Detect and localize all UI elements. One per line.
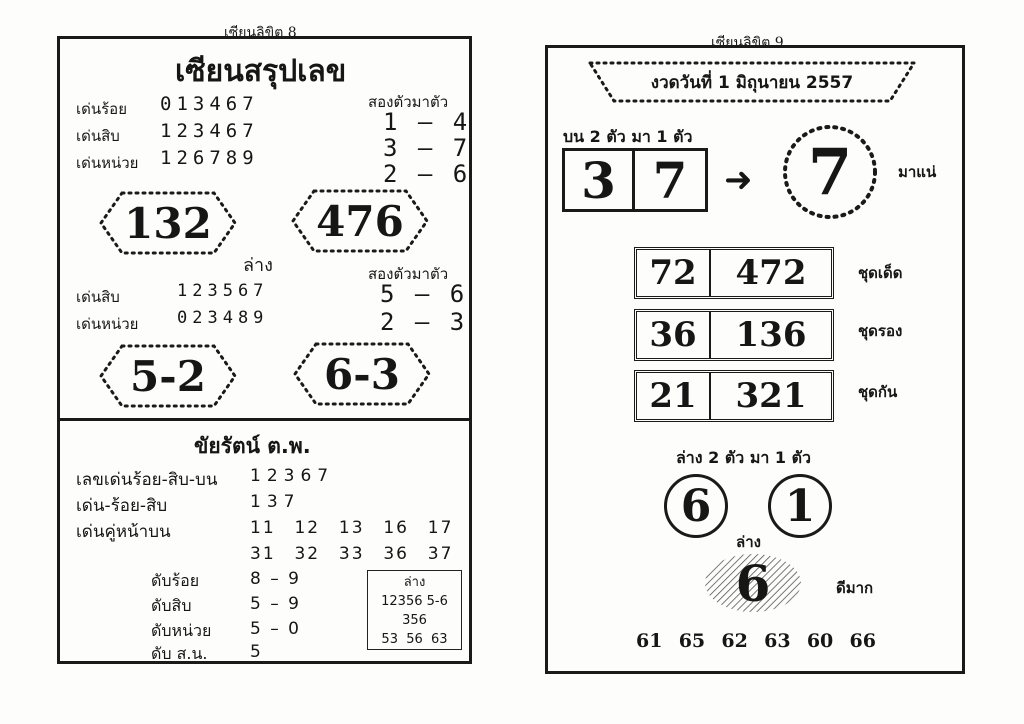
highlight-number: 476 <box>316 196 404 246</box>
section-divider <box>57 418 472 421</box>
row-label-units: เด่นหน่วย <box>76 154 139 172</box>
stat-label: ดับ ส.น. <box>151 644 208 663</box>
lower-box-line: 53 56 63 <box>381 632 448 647</box>
bottom-digit-circle: 6 <box>664 474 728 538</box>
row-digits-units-lower: 023489 <box>177 308 269 328</box>
highlight-hex-bottom-2 <box>292 341 432 407</box>
set-label: ชุดรอง <box>858 322 903 340</box>
arrow-icon: ➜ <box>724 160 753 200</box>
highlight-number: 5-2 <box>130 351 206 401</box>
draw-date-banner <box>587 60 917 104</box>
highlight-hex-bottom-1 <box>98 343 238 409</box>
row-digits-tens: 123467 <box>160 120 259 142</box>
tail-number: 62 <box>721 630 748 652</box>
stat-label: ดับสิบ <box>151 596 192 615</box>
row-digits-units: 126789 <box>160 147 259 169</box>
section2-title: ขัยรัตน์ ต.พ. <box>194 434 311 458</box>
set-triple: 321 <box>735 376 807 416</box>
tail-number: 61 <box>636 630 663 652</box>
bottom-sub-label: ล่าง <box>736 533 761 551</box>
two-digit-title-bottom: สองตัวมาตัว <box>368 265 449 283</box>
set-pair: 21 <box>637 373 711 419</box>
set-label: ชุดเด็ด <box>858 264 903 282</box>
stat-value: 5 – 0 <box>250 619 301 639</box>
lower-summary-box <box>367 570 462 650</box>
pair-top-1: 1 – 4 <box>383 108 471 136</box>
bottom-pick-label: ดีมาก <box>836 579 874 597</box>
draw-date: งวดวันที่ 1 มิถุนายน 2557 <box>650 72 854 93</box>
left-page-title: เซียนสรุปเลข <box>175 54 347 89</box>
row-label-hundreds: เด่นร้อย <box>76 100 127 118</box>
lower-title: ล่าง <box>243 255 273 276</box>
section2-label: เด่น-ร้อย-สิบ <box>76 496 168 516</box>
lower-box-title: ล่าง <box>403 575 426 590</box>
set-triple: 136 <box>735 315 807 355</box>
lower-box-line: 12356 5-6 <box>381 594 448 609</box>
section2-value: 31 32 33 36 37 <box>250 544 454 564</box>
tail-number: 63 <box>764 630 791 652</box>
top-pick-circle <box>780 122 880 222</box>
row-label-tens-lower: เด่นสิบ <box>76 288 120 306</box>
top-pick-label: มาแน่ <box>898 163 937 181</box>
stat-label: ดับร้อย <box>151 571 200 590</box>
bottom-pick-ellipse <box>703 552 803 614</box>
lower-box-line: 356 <box>402 613 427 628</box>
bottom-title: ล่าง 2 ตัว มา 1 ตัว <box>676 448 811 467</box>
top-title: บน 2 ตัว มา 1 ตัว <box>563 127 693 146</box>
tail-number: 66 <box>849 630 876 652</box>
section2-value: 11 12 13 16 17 <box>250 518 454 538</box>
stat-value: 5 – 9 <box>250 594 301 614</box>
tail-number-row <box>636 630 876 652</box>
set-pair: 72 <box>637 250 711 296</box>
set-row-1 <box>634 247 834 299</box>
set-triple: 472 <box>735 253 807 293</box>
two-digit-title-top: สองตัวมาตัว <box>368 93 449 111</box>
set-pair: 36 <box>637 312 711 358</box>
set-label: ชุดกัน <box>858 383 898 401</box>
top-digit-box <box>562 148 708 212</box>
top-pick: 7 <box>807 134 853 210</box>
stat-value: 8 – 9 <box>250 569 301 589</box>
top-digit: 3 <box>562 148 635 212</box>
set-row-2 <box>634 309 834 361</box>
tail-number: 60 <box>806 630 834 652</box>
stat-label: ดับหน่วย <box>151 621 212 640</box>
pair-bottom-2: 2 – 3 <box>380 308 468 336</box>
row-label-tens: เด่นสิบ <box>76 127 120 145</box>
set-row-3 <box>634 370 834 422</box>
left-page-caption: เซียนลิขิต 8 <box>224 25 297 41</box>
section2-value: 12367 <box>250 466 335 486</box>
highlight-hex-top-1 <box>98 190 238 256</box>
pair-top-2: 3 – 7 <box>383 134 471 162</box>
highlight-hex-top-2 <box>290 188 430 254</box>
tail-number: 65 <box>678 630 706 652</box>
pair-bottom-1: 5 – 6 <box>380 280 468 308</box>
pair-top-3: 2 – 6 <box>383 160 471 188</box>
highlight-number: 6-3 <box>324 349 400 399</box>
section2-label: เด่นคู่หน้าบน <box>76 522 171 542</box>
row-digits-tens-lower: 123567 <box>177 281 269 301</box>
row-label-units-lower: เด่นหน่วย <box>76 315 139 333</box>
bottom-digit-circle: 1 <box>768 474 832 538</box>
right-page-caption: เซียนลิขิต 9 <box>711 35 784 51</box>
section2-value: 137 <box>250 492 301 512</box>
top-digit: 7 <box>635 148 708 212</box>
row-digits-hundreds: 013467 <box>160 93 259 115</box>
section2-label: เลขเด่นร้อย-สิบ-บน <box>76 470 218 490</box>
bottom-pick: 6 <box>735 553 771 613</box>
stat-value: 5 <box>250 642 263 662</box>
highlight-number: 132 <box>124 198 212 248</box>
